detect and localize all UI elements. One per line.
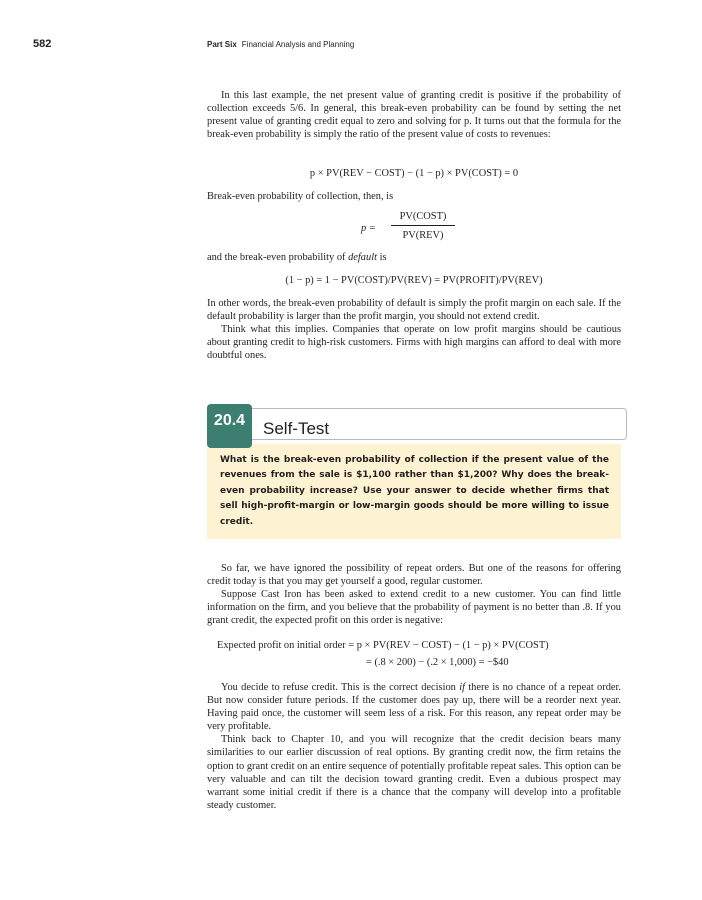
paragraph-break-even-intro: In this last example, the net present value of granting credit is positive if the probability of collection exceeds 5/6. In general, this break-even probability can be found by setting the net present value of granting credit equal to zero and solving for p. It turns out that the formula for the break-even probability is simply the ratio of the present value of costs to revenues:	[207, 90, 621, 141]
fraction-numerator: PV(COST)	[391, 210, 455, 226]
equation-default-block	[207, 274, 621, 287]
paragraph-break-even-lead: Break-even probability of collection, then, is	[207, 191, 394, 202]
self-test-header	[207, 408, 627, 440]
paragraph-default-lead	[207, 251, 621, 264]
paragraph-profit-margin: In other words, the break-even probability of default is simply the profit margin on each sale. If the default probability is larger than the profit margin, you should not extend credit.	[207, 298, 621, 323]
paragraph-implications: Think what this implies. Companies that operate on low profit margins should be cautious about granting credit to high-risk customers. Firms with high margins can afford to deal with more doubtful ones.	[207, 324, 621, 362]
equation-npv-zero-block	[207, 167, 621, 180]
part-number: Part Six	[207, 40, 237, 49]
refuse-credit-block	[207, 681, 621, 812]
expected-profit-line-2: = (.8 × 200) − (.2 × 1,000) = −$40	[366, 657, 509, 668]
default-lead-suffix: is	[379, 252, 387, 263]
repeat-orders-block	[207, 562, 621, 627]
expected-profit-line-1: Expected profit on initial order = p × PV(REV − COST) − (1 − p) × PV(COST)	[217, 640, 549, 651]
default-lead-prefix: and the break-even probability of	[207, 252, 346, 263]
self-test-title: Self-Test	[263, 419, 330, 438]
fraction	[391, 210, 455, 242]
profit-margin-block	[207, 297, 621, 362]
break-even-lead-block	[207, 190, 621, 203]
page-number: 582	[33, 38, 52, 50]
fraction-denominator: PV(REV)	[402, 230, 444, 241]
page-header	[0, 38, 702, 54]
paragraph-real-options: Think back to Chapter 10, and you will recognize that the credit decision bears many similarities to our earlier discussion of real options. By granting credit now, the firm retains the option to grant credit on an entire sequence of potentially profitable repeat sales. This option can be very valuable and can tilt the decision toward granting credit. Even a dubious prospect may warrant some initial credit if there is a chance that the company will develop into a profitable steady customer.	[207, 734, 621, 811]
paragraph-repeat-orders: So far, we have ignored the possibility of repeat orders. But one of the reasons for offering credit today is that you may get yourself a good, regular customer.	[207, 563, 621, 588]
intro-block	[207, 89, 621, 141]
self-test-number-tab	[207, 404, 252, 448]
equation-default-probability: (1 − p) = 1 − PV(COST)/PV(REV) = PV(PROFIT)/PV(REV)	[285, 275, 543, 286]
default-emphasis: default	[348, 252, 377, 263]
paragraph-refuse-credit	[207, 681, 621, 733]
self-test-box	[207, 404, 627, 539]
equation-npv-zero: p × PV(REV − COST) − (1 − p) × PV(COST) = 0	[309, 168, 519, 179]
self-test-question: What is the break-even probability of collection if the present value of the revenues from the sale is $1,100 rather than $1,200? Why does the break-even probability increase? Use your answer to decide whether firms that sell high-profit-margin or low-margin goods should be more willing to issue credit.	[220, 455, 609, 527]
fraction-lhs: p =	[361, 223, 376, 234]
paragraph-cast-iron: Suppose Cast Iron has been asked to extend credit to a new customer. You can find little information on the firm, and you believe that the probability of payment is no better than .8. If you grant credit, the expected profit on this order is negative:	[207, 589, 621, 627]
part-title: Financial Analysis and Planning	[241, 40, 355, 49]
running-head	[207, 40, 354, 49]
refuse-credit-suffix: there is no chance of a repeat order. But now consider future periods. If the customer does pay up, there will be a reorder next year. Having paid once, the customer will seem less of a risk. For this reason, any repeat order may be very profitable.	[207, 682, 621, 733]
default-lead-block	[207, 251, 621, 264]
self-test-number: 20.4	[213, 412, 246, 429]
if-emphasis: if	[459, 682, 465, 693]
refuse-credit-prefix: You decide to refuse credit. This is the correct decision	[221, 682, 456, 693]
